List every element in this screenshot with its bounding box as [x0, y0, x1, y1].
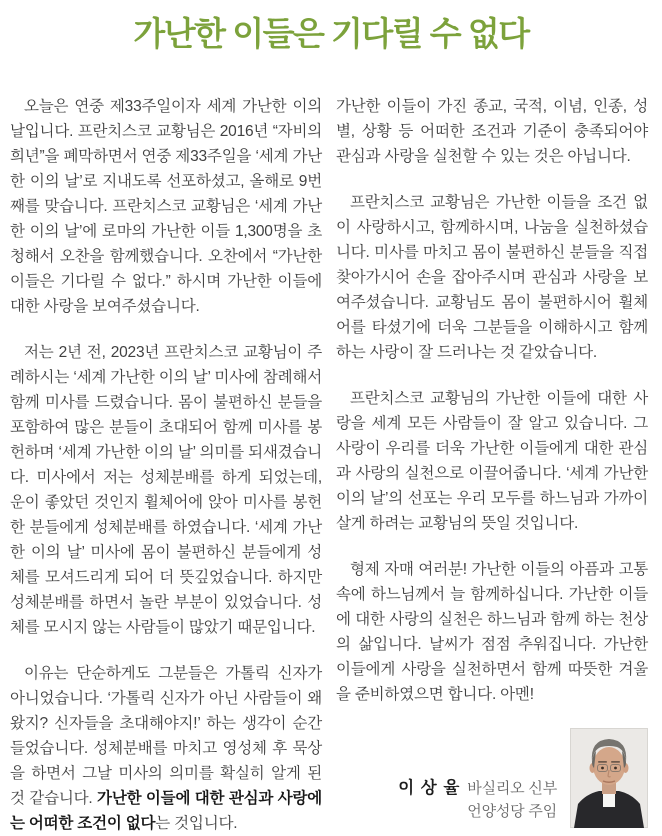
emphasized-text: 가난한 이들에 대한 관심과 사랑에는 어떠한 조건이 없다: [10, 790, 323, 832]
author-name: 이 상 율: [398, 779, 461, 797]
paragraph: [336, 557, 648, 707]
body-text: 프란치스코 교황님의 가난한 이들에 대한 사랑을 세계 모든 사람들이 잘 알고 있습니다. 그 사랑이 우리를 더욱 가난한 이들에게 대한 관심과 사랑의 실천으로 이끌어줍니다. ‘세계 가난한 이의 날’의 선포는 우리 모두를 하느님과 가까이 살게 하려는 교황님의 뜻일 것입니다.: [336, 390, 648, 532]
body-text: 오늘은 연중 제33주일이자 세계 가난한 이의 날입니다. 프란치스코 교황님은 2016년 “자비의 희년”을 폐막하면서 연중 제33주일을 ‘세계 가난한 이의 날’로 지내도록 선포하셨고, 올해로 9번째를 맞습니다. 프란치스코 교황님은 ‘세계 가난한 이의 날’에 로마의 가난한 이들 1,300명을 초청해서 오찬을 함께했습니다. 오찬에서 “가난한 이들은 기다릴 수 없다.” 하시며 가난한 이들에 대한 사랑을 보여주셨습니다.: [10, 98, 322, 315]
signature-text: [398, 777, 557, 828]
body-text: 이유는 단순하게도 그분들은 가톨릭 신자가 아니었습니다. ‘가톨릭 신자가 아닌 사람들이 왜 왔지? 신자들을 초대해야지!’ 하는 생각이 순간 들었습니다. 성체분배를 마치고 영성체 후 묵상을 하면서 그날 미사의 의미를 확실히 알게 된 것 같습니다.: [10, 665, 322, 807]
paragraph: [336, 190, 648, 365]
paragraph: [10, 661, 322, 836]
priest-photo: [570, 728, 648, 828]
body-text: 가난한 이들이 가진 종교, 국적, 이념, 인종, 성별, 상황 등 어떠한 조건과 기준이 충족되어야 관심과 사랑을 실천할 수 있는 것은 아닙니다.: [336, 98, 648, 165]
paragraph: [10, 94, 322, 319]
paragraph: [10, 340, 322, 640]
paragraph: [336, 94, 648, 169]
page-title: 가난한 이들은 기다릴 수 없다: [133, 15, 529, 52]
body-text: 저는 2년 전, 2023년 프란치스코 교황님이 주례하시는 ‘세계 가난한 이의 날’ 미사에 참례해서 함께 미사를 드렸습니다. 몸이 불편하신 분들을 포함하여 많은 분들이 초대되어 함께 미사를 봉헌하며 ‘세계 가난한 이의 날’ 의미를 되새겼습니다. 미사에서 저는 성체분배를 하게 되었는데, 운이 좋았던 것인지 휠체어에 앉아 미사를 봉헌한 분들에게 성체분배를 하였습니다. ‘세계 가난한 이의 날’ 미사에 몸이 불편하신 분들에게 성체를 모셔드리게 되어 더 뜻깊었습니다. 하지만 성체분배를 하면서 놀란 부분이 있었습니다. 성체를 모시지 않는 사람들이 많았기 때문입니다.: [10, 344, 322, 636]
article-body: [0, 94, 662, 836]
signature-line-1: [398, 777, 557, 800]
author-role: 언양성당 주임: [467, 803, 557, 820]
paragraph: [336, 386, 648, 536]
body-text: 형제 자매 여러분! 가난한 이들의 아픔과 고통 속에 하느님께서 늘 함께하십니다. 가난한 이들에 대한 사랑의 실천은 하느님과 함께 하는 천상의 삶입니다. 날씨가 점점 추워집니다. 가난한 이들에게 사랑을 실천하면서 함께 따뜻한 겨울을 준비하였으면 합니다. 아멘!: [336, 561, 648, 703]
author-title: 바실리오 신부: [467, 780, 557, 797]
left-column: [10, 94, 322, 836]
body-text: 는 것입니다.: [155, 815, 238, 832]
body-text: 프란치스코 교황님은 가난한 이들을 조건 없이 사랑하시고, 함께하시며, 나눔을 실천하셨습니다. 미사를 마치고 몸이 불편하신 분들을 직접 찾아가시어 손을 잡아주시며 관심과 사랑을 보여주셨습니다. 교황님도 몸이 불편하시어 휠체어를 타셨기에 더욱 그분들을 이해하시고 함께하는 사랑이 잘 드러나는 것 같았습니다.: [336, 194, 648, 361]
right-column: [336, 94, 648, 836]
signature-block: [336, 728, 648, 828]
